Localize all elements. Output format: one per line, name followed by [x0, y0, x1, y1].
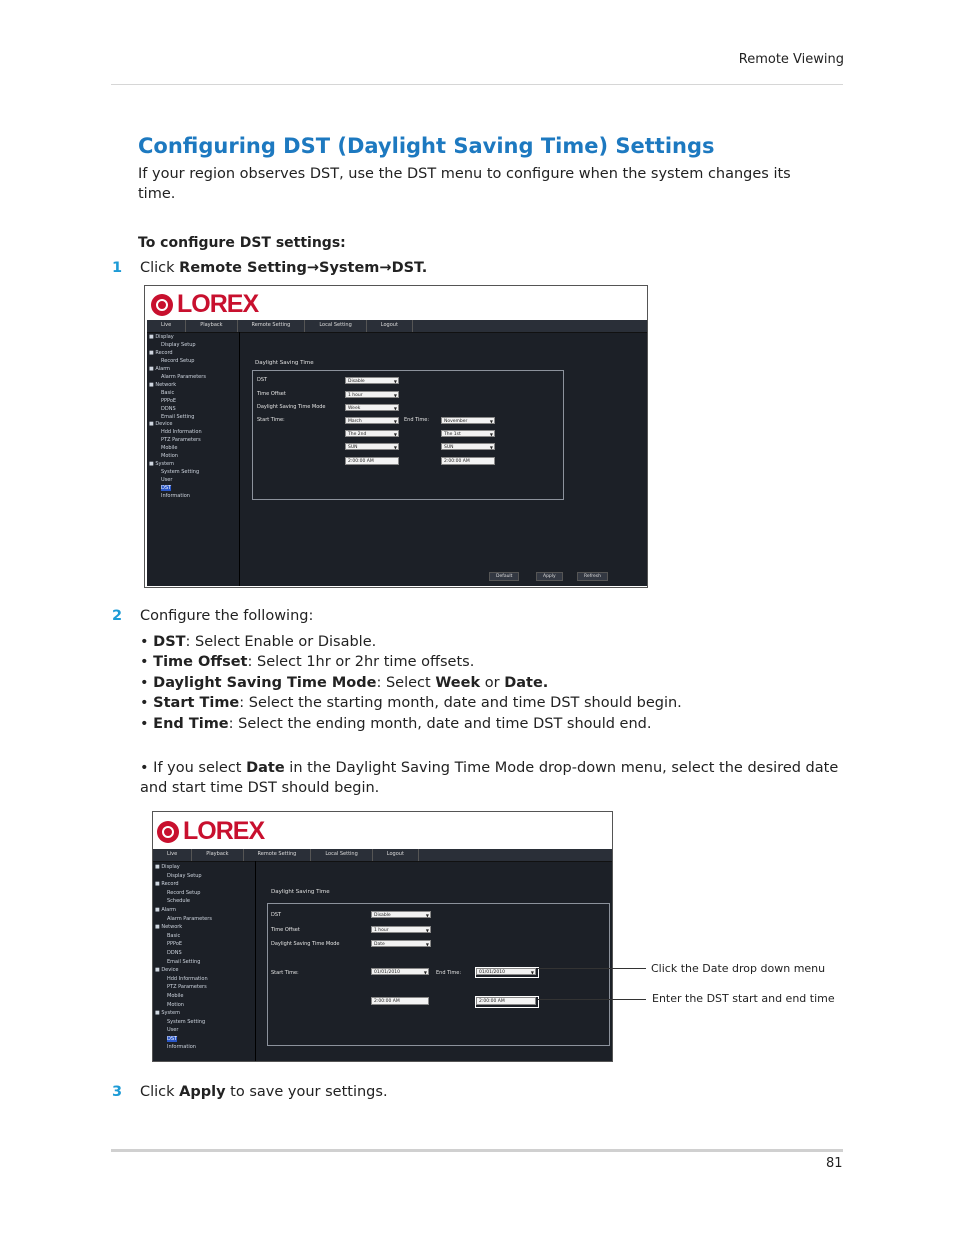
tab-logout[interactable]: Logout [367, 320, 413, 332]
tree-item-label: DST [167, 1035, 178, 1042]
list-item: • Time Offset: Select 1hr or 2hr time offsets. [140, 654, 475, 671]
callout-line [538, 999, 646, 1000]
dst-mode-select[interactable]: Week ▼ [345, 404, 399, 411]
tree-item-label: Mobile [167, 992, 184, 999]
page-number: 81 [826, 1156, 843, 1171]
list-item: • Start Time: Select the starting month, date and time DST should begin. [140, 695, 682, 712]
tree-subitem[interactable] [155, 949, 243, 958]
end-time-label: End Time: [404, 417, 430, 423]
step-number: 1 [112, 260, 123, 276]
tree-subitem[interactable] [155, 915, 243, 924]
tree-subitem[interactable] [149, 453, 237, 461]
tree-category[interactable]: ■ Record [149, 349, 173, 356]
tree-item-label: System Setting [167, 1018, 206, 1025]
step-text: Click Apply to save your settings. [140, 1084, 388, 1100]
tree-category[interactable]: ■ Device [155, 967, 179, 974]
intro-paragraph: If your region observes DST, use the DST menu to configure when the system changes its time. [138, 166, 791, 202]
tree-item-label: Email Setting [167, 958, 201, 965]
start-time-label: Start Time: [271, 970, 299, 976]
dvr-app-window [147, 320, 647, 586]
tree-item-label: PPPoE [167, 941, 183, 948]
tree-item-label: Network [161, 924, 183, 931]
tree-item-label: Information [161, 493, 190, 500]
start-week-select[interactable]: The 2nd ▼ [345, 430, 399, 437]
tree-item-label: Display Setup [167, 872, 202, 879]
tab-local-setting[interactable]: Local Setting [311, 849, 372, 861]
tree-item-label: System [155, 461, 174, 468]
tree-item-label: Display Setup [161, 341, 196, 348]
date-highlight [475, 967, 539, 978]
tree-item-label: User [167, 1027, 179, 1034]
dst-settings-box [252, 370, 564, 500]
callout-start-end-time: Enter the DST start and end time [652, 992, 835, 1005]
tab-remote-setting[interactable]: Remote Setting [238, 320, 306, 332]
header-divider [111, 84, 843, 85]
tree-subitem[interactable] [155, 983, 243, 992]
tree-item-label: Hdd Information [167, 975, 208, 982]
tree-subitem[interactable] [149, 477, 237, 485]
tree-item-label: Motion [167, 1001, 184, 1008]
step-number: 3 [112, 1084, 123, 1100]
tree-subitem[interactable] [155, 932, 243, 941]
lorex-logo-icon [151, 294, 173, 316]
screenshot-dst-date [152, 811, 613, 1062]
tree-item-label: Device [161, 967, 179, 974]
tree-category[interactable]: ■ Device [149, 421, 173, 428]
apply-button[interactable]: Apply [536, 572, 563, 581]
footer-divider [111, 1149, 843, 1152]
tree-item-label: Display [155, 334, 174, 340]
tree-item-label: DST [161, 485, 172, 492]
dst-label: DST [271, 912, 282, 918]
time-offset-label: Time Offset [257, 391, 286, 397]
tree-subitem[interactable] [149, 374, 237, 382]
tree-divider [239, 332, 240, 586]
lorex-logo: LOREX [157, 817, 264, 846]
time-highlight [475, 996, 539, 1008]
dst-mode-label: Daylight Saving Time Mode [257, 404, 326, 410]
tree-item-label: System [161, 1010, 180, 1017]
tree-subitem[interactable] [155, 958, 243, 967]
tree-item-label: User [161, 477, 173, 484]
tab-live[interactable]: Live [147, 320, 186, 332]
time-offset-label: Time Offset [271, 927, 300, 933]
refresh-button[interactable]: Refresh [577, 572, 608, 581]
list-item: • End Time: Select the ending month, date and time DST should end. [140, 715, 652, 732]
start-time-input[interactable]: 2:00:00 AM [371, 997, 429, 1005]
tree-subitem[interactable] [155, 897, 243, 906]
tree-item-label: Alarm Parameters [167, 915, 212, 922]
tab-playback[interactable]: Playback [192, 849, 243, 861]
tree-subitem[interactable] [149, 342, 237, 350]
tree-category[interactable]: ■ Network [155, 924, 183, 931]
tree-subitem[interactable] [155, 992, 243, 1001]
page-title: Configuring DST (Daylight Saving Time) Settings [138, 134, 715, 158]
tree-category[interactable]: ■ Record [155, 881, 179, 888]
end-date-select[interactable]: 01/01/2010 ▼ [476, 968, 536, 975]
tree-subitem[interactable] [155, 1018, 243, 1027]
tree-category[interactable]: ■ Alarm [149, 365, 171, 372]
start-month-select[interactable]: March ▼ [345, 417, 399, 424]
time-offset-select[interactable]: 1 hour ▼ [345, 391, 399, 398]
tree-item-label: Schedule [167, 898, 190, 905]
dvr-app-window [153, 849, 612, 1061]
end-time-label: End Time: [436, 970, 462, 976]
tree-item-label: Display [161, 864, 180, 870]
tree-item-label: Alarm [161, 906, 177, 913]
tree-item-label: Alarm [155, 365, 171, 372]
tree-subitem[interactable] [149, 406, 237, 414]
tree-subitem[interactable] [149, 469, 237, 477]
tree-subitem[interactable] [155, 872, 243, 881]
lorex-logo: LOREX [151, 290, 258, 319]
tree-item-label: DDNS [167, 949, 182, 956]
list-item: • Daylight Saving Time Mode: Select Week or Date. [140, 674, 549, 691]
tree-subitem[interactable] [149, 445, 237, 453]
tree-item-label: PTZ Parameters [161, 437, 201, 444]
tree-subitem[interactable] [149, 437, 237, 445]
tab-playback[interactable]: Playback [186, 320, 237, 332]
start-time-input[interactable]: 2:00:00 AM [345, 457, 399, 465]
tree-item-label: Basic [161, 389, 175, 396]
step-number: 2 [112, 608, 123, 624]
tree-category[interactable]: ■ Display [155, 864, 180, 870]
tree-item-label: Alarm Parameters [161, 373, 206, 380]
tree-subitem[interactable] [155, 889, 243, 898]
tree-category[interactable]: ■ System [149, 461, 174, 468]
dst-select[interactable]: Disable ▼ [371, 911, 431, 918]
tree-category[interactable]: ■ Display [149, 334, 174, 340]
start-date-select[interactable]: 01/01/2010 ▼ [371, 968, 429, 975]
tree-subitem[interactable] [155, 975, 243, 984]
lorex-logo-icon [157, 821, 179, 843]
tree-item-label: Motion [161, 453, 178, 460]
tab-live[interactable]: Live [153, 849, 192, 861]
end-week-select[interactable]: The 1st ▼ [441, 430, 495, 437]
tree-category[interactable]: ■ Alarm [155, 906, 177, 913]
callout-date-dropdown: Click the Date drop down menu [651, 962, 826, 975]
start-time-label: Start Time: [257, 417, 285, 423]
tree-subitem[interactable] [149, 493, 237, 501]
dvr-tab-bar [153, 849, 612, 862]
tab-logout[interactable]: Logout [373, 849, 419, 861]
tree-subitem[interactable] [149, 390, 237, 398]
tree-item-label: System Setting [161, 469, 200, 476]
tree-item-label: Record Setup [161, 357, 195, 364]
start-day-select[interactable]: SUN ▼ [345, 443, 399, 450]
screenshot-dst-week [144, 285, 648, 588]
tree-subitem[interactable] [149, 358, 237, 366]
tree-category[interactable]: ■ System [155, 1010, 180, 1017]
tree-subitem[interactable] [155, 1035, 243, 1044]
end-month-select[interactable]: November ▼ [441, 417, 495, 424]
end-time-input[interactable]: 2:00:00 AM [476, 997, 536, 1005]
tree-item-label: DDNS [161, 405, 176, 412]
settings-tree [149, 334, 237, 501]
tree-item-label: Mobile [161, 445, 178, 452]
end-time-input[interactable]: 2:00:00 AM [441, 457, 495, 465]
dst-label: DST [257, 377, 268, 383]
tree-category[interactable]: ■ Network [149, 381, 177, 388]
tree-item-label: Information [167, 1044, 196, 1051]
step-text: Click Remote Setting→System→DST. [140, 260, 428, 276]
tree-subitem[interactable] [155, 1026, 243, 1035]
dst-select[interactable]: Disable ▼ [345, 377, 399, 384]
tree-item-label: Email Setting [161, 413, 195, 420]
tree-subitem[interactable] [149, 398, 237, 406]
default-button[interactable]: Default [489, 572, 519, 581]
options-list [140, 632, 682, 734]
end-day-select[interactable]: SUN ▼ [441, 443, 495, 450]
settings-tree [155, 863, 243, 1052]
step-text: Configure the following: [140, 608, 314, 624]
running-header: Remote Viewing [738, 52, 844, 67]
tree-item-label: Record [161, 881, 179, 888]
procedure-heading: To configure DST settings: [138, 235, 346, 251]
date-mode-note: • If you select Date in the Daylight Saving Time Mode drop-down menu, select the desired date and start time DST should begin. [140, 760, 839, 796]
tree-subitem[interactable] [149, 414, 237, 422]
panel-title: Daylight Saving Time [255, 360, 314, 366]
tree-item-label: Network [155, 381, 177, 388]
tree-subitem[interactable] [149, 485, 237, 493]
tree-subitem[interactable] [149, 429, 237, 437]
time-offset-select[interactable]: 1 hour ▼ [371, 926, 431, 933]
dvr-tab-bar [147, 320, 647, 333]
tree-divider [255, 861, 256, 1061]
tree-item-label: PTZ Parameters [167, 984, 207, 991]
dst-mode-label: Daylight Saving Time Mode [271, 941, 340, 947]
list-item: • DST: Select Enable or Disable. [140, 634, 377, 650]
tree-item-label: Record [155, 349, 173, 356]
tree-item-label: PPPoE [161, 397, 177, 404]
tree-subitem[interactable] [155, 1001, 243, 1010]
tree-subitem[interactable] [155, 940, 243, 949]
tree-subitem[interactable] [155, 1043, 243, 1052]
callout-line [538, 968, 646, 969]
tree-item-label: Basic [167, 932, 181, 939]
dst-mode-select[interactable]: Date ▼ [371, 940, 431, 947]
panel-title: Daylight Saving Time [271, 889, 330, 895]
tree-item-label: Hdd Information [161, 429, 202, 436]
tab-remote-setting[interactable]: Remote Setting [244, 849, 312, 861]
tab-local-setting[interactable]: Local Setting [305, 320, 366, 332]
tree-item-label: Device [155, 421, 173, 428]
tree-item-label: Record Setup [167, 889, 201, 896]
